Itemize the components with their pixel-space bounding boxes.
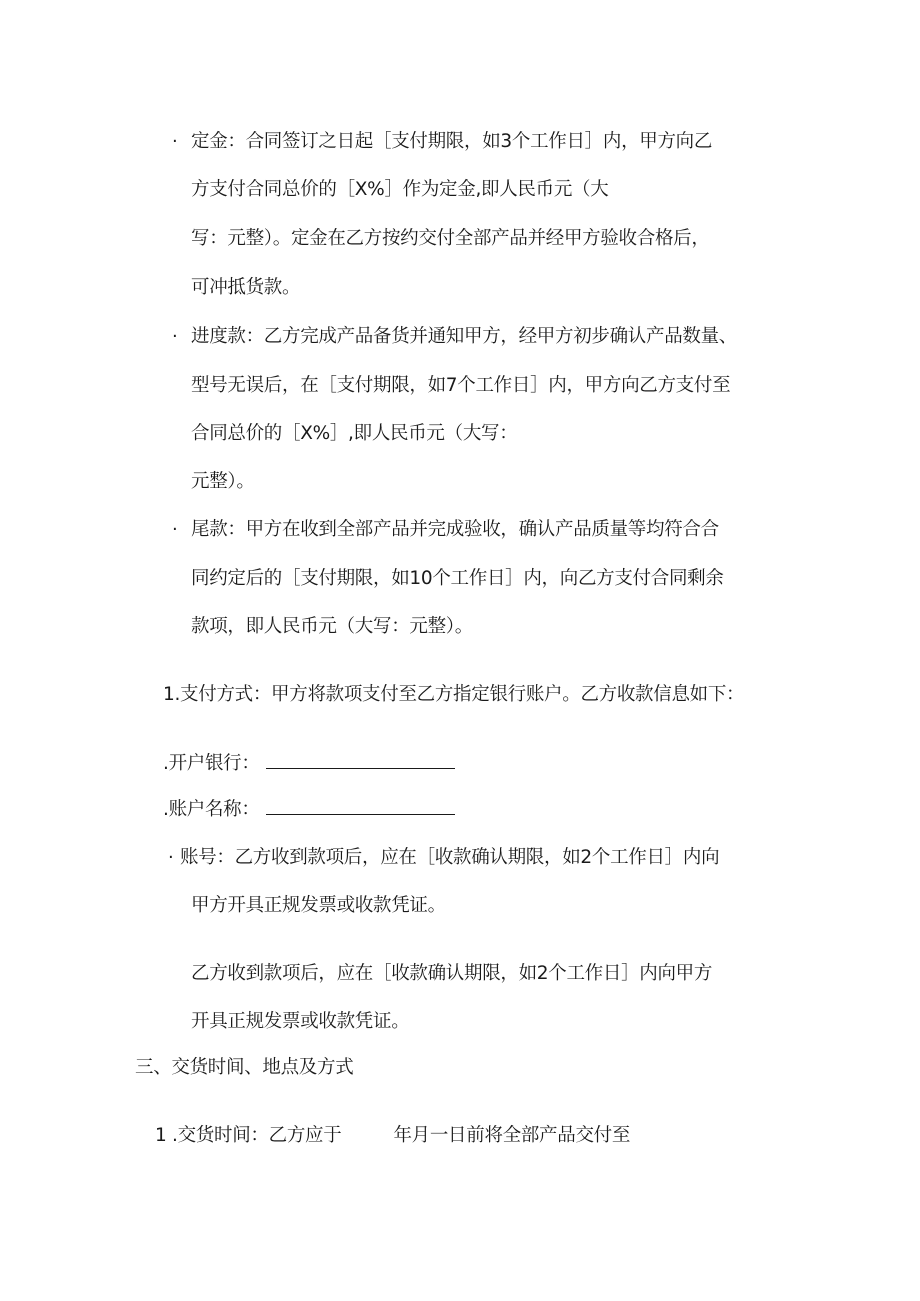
bank-name-label: .开户银行： (163, 753, 260, 774)
account-name-blank[interactable] (266, 798, 455, 815)
account-name-label: .账户名称： (163, 799, 260, 820)
bullet-icon: · (172, 326, 178, 347)
receipt-line-2: 开具正规发票或收款凭证。 (191, 1011, 410, 1032)
account-line-1: 账号：乙方收到款项后，应在［收款确认期限，如2个工作日］内向 (180, 847, 720, 868)
account-name-field (163, 798, 455, 822)
receipt-line-1: 乙方收到款项后，应在［收款确认期限，如2个工作日］内向甲方 (191, 963, 713, 984)
progress-line-2: 型号无误后，在［支付期限，如7个工作日］内，甲方向乙方支付至 (191, 375, 731, 396)
delivery-time-item (155, 1124, 630, 1148)
delivery-time-text: 年月一日前将全部产品交付至 (393, 1125, 631, 1146)
deposit-line-2: 方支付合同总价的［X%］作为定金,即人民币元（大 (191, 179, 609, 200)
delivery-time-label: 1 .交货时间：乙方应于 (155, 1125, 342, 1146)
progress-line-4: 元整）。 (191, 471, 255, 492)
progress-line-3: 合同总价的［X%］,即人民币元（大写： (191, 423, 518, 444)
payment-method: 1.支付方式：甲方将款项支付至乙方指定银行账户。乙方收款信息如下： (163, 684, 745, 705)
bank-name-field (163, 752, 455, 776)
progress-line-1: 进度款：乙方完成产品备货并通知甲方，经甲方初步确认产品数量、 (191, 326, 738, 347)
deposit-line-3: 写：元整）。定金在乙方按约交付全部产品并经甲方验收合格后， (191, 228, 710, 249)
account-line-2: 甲方开具正规发票或收款凭证。 (191, 895, 446, 916)
final-line-2: 同约定后的［支付期限，如10个工作日］内，向乙方支付合同剩余 (191, 568, 724, 589)
deposit-line-4: 可冲抵货款。 (191, 277, 301, 298)
bullet-icon: · (172, 131, 178, 152)
final-line-1: 尾款：甲方在收到全部产品并完成验收，确认产品质量等均符合合 (191, 519, 719, 540)
final-line-3: 款项，即人民币元（大写：元整）。 (191, 616, 473, 637)
bullet-icon: · (172, 519, 178, 540)
bullet-icon: · (168, 847, 174, 868)
deposit-line-1: 定金：合同签订之日起［支付期限，如3个工作日］内，甲方向乙 (191, 131, 713, 152)
section-heading: 三、交货时间、地点及方式 (135, 1057, 354, 1078)
bank-name-blank[interactable] (266, 752, 455, 769)
